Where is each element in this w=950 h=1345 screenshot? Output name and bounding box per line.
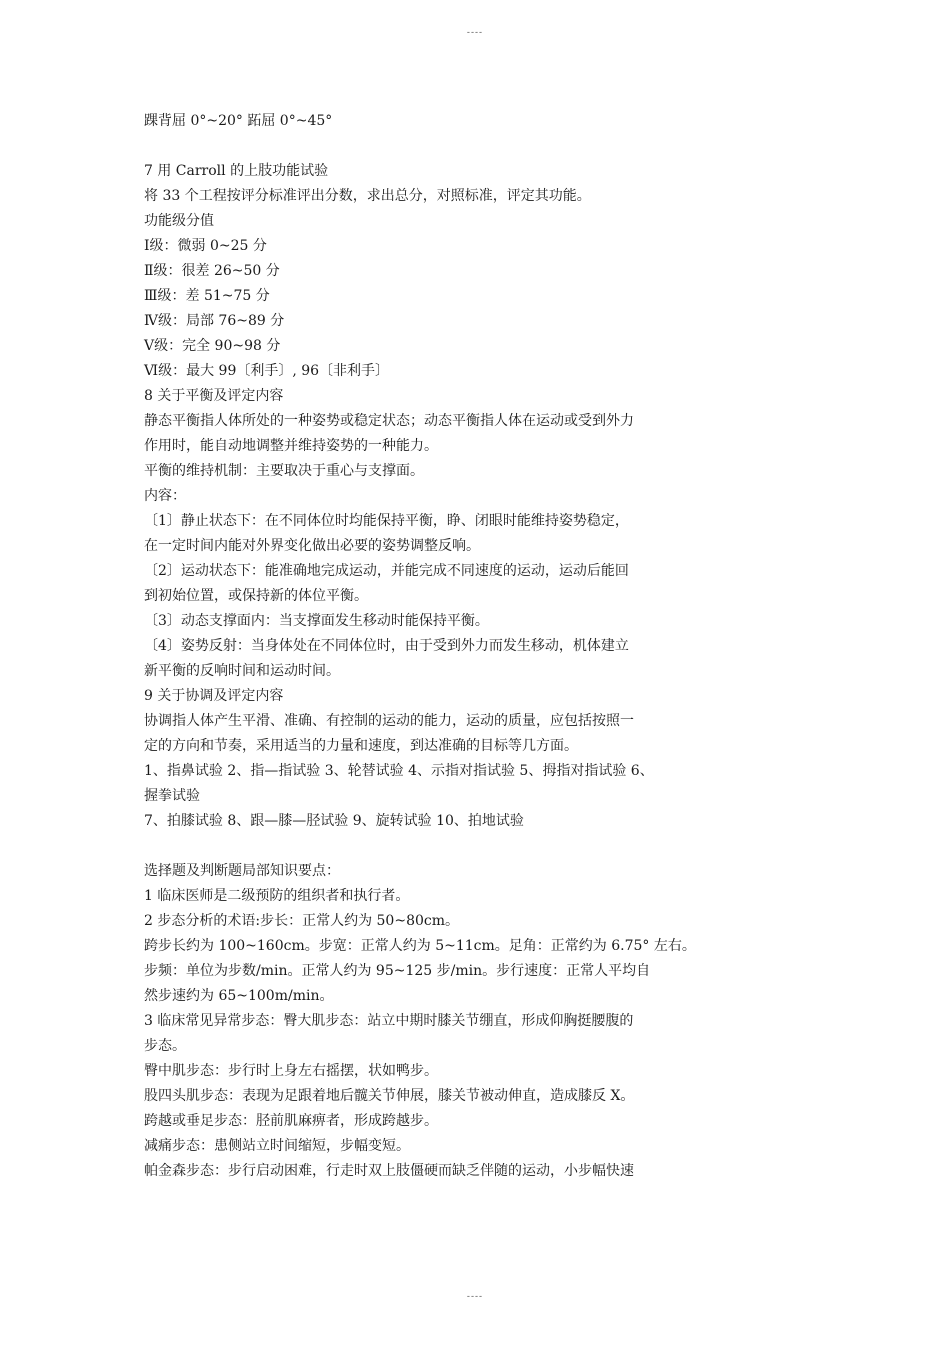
- text-line: Ⅱ级：很差 26~50 分: [144, 263, 280, 279]
- text-line: 新平衡的反响时间和运动时间。: [144, 663, 340, 679]
- text-line: Ⅰ级：微弱 0~25 分: [144, 238, 267, 254]
- text-line: 〔3〕动态支撑面内：当支撑面发生移动时能保持平衡。: [144, 613, 489, 629]
- text-line: 将 33 个工程按评分标准评出分数，求出总分，对照标准，评定其功能。: [144, 188, 591, 204]
- text-line: 功能级分值: [144, 213, 214, 229]
- text-line: 1 临床医师是二级预防的组织者和执行者。: [144, 888, 410, 904]
- footer-mark: ----: [466, 1292, 484, 1302]
- text-line: 步态。: [144, 1038, 186, 1054]
- paragraph-spacer: [144, 834, 724, 859]
- text-line: 然步速约为 65~100m/min。: [144, 988, 334, 1004]
- text-line: 7 用 Carroll 的上肢功能试验: [144, 163, 329, 179]
- text-line: 〔1〕静止状态下：在不同体位时均能保持平衡，睁、闭眼时能维持姿势稳定，: [144, 513, 629, 529]
- text-line: 作用时，能自动地调整并维持姿势的一种能力。: [144, 438, 438, 454]
- text-line: 握拳试验: [144, 788, 200, 804]
- text-line: 减痛步态：患侧站立时间缩短，步幅变短。: [144, 1138, 410, 1154]
- text-line: 步频：单位为步数/min。正常人约为 95~125 步/min。步行速度：正常人平均自: [144, 963, 651, 979]
- text-line: 2 步态分析的术语:步长：正常人约为 50~80cm。: [144, 913, 459, 929]
- text-line: 静态平衡指人体所处的一种姿势或稳定状态；动态平衡指人体在运动或受到外力: [144, 413, 634, 429]
- text-line: 平衡的维持机制：主要取决于重心与支撑面。: [144, 463, 424, 479]
- text-line: 选择题及判断题局部知识要点：: [144, 863, 340, 879]
- text-line: 臀中肌步态：步行时上身左右摇摆，状如鸭步。: [144, 1063, 438, 1079]
- text-line: 7、拍膝试验 8、跟—膝—胫试验 9、旋转试验 10、拍地试验: [144, 813, 524, 829]
- text-line: 3 临床常见异常步态：臀大肌步态：站立中期时膝关节绷直，形成仰胸挺腰腹的: [144, 1013, 634, 1029]
- text-line: 到初始位置，或保持新的体位平衡。: [144, 588, 368, 604]
- text-line: 9 关于协调及评定内容: [144, 688, 284, 704]
- text-line: 跨越或垂足步态：胫前肌麻痹者，形成跨越步。: [144, 1113, 438, 1129]
- text-line: 踝背屈 0°~20° 跖屈 0°~45°: [144, 113, 333, 129]
- text-line: 〔4〕姿势反射：当身体处在不同体位时，由于受到外力而发生移动，机体建立: [144, 638, 629, 654]
- text-line: 1、指鼻试验 2、指—指试验 3、轮替试验 4、示指对指试验 5、拇指对指试验 6、: [144, 763, 654, 779]
- text-line: 协调指人体产生平滑、准确、有控制的运动的能力，运动的质量，应包括按照一: [144, 713, 634, 729]
- text-line: 内容：: [144, 488, 186, 504]
- paragraph-spacer: [144, 134, 724, 159]
- text-line: Ⅲ级：差 51~75 分: [144, 288, 270, 304]
- text-line: 在一定时间内能对外界变化做出必要的姿势调整反响。: [144, 538, 480, 554]
- text-line: Ⅴ级：完全 90~98 分: [144, 338, 281, 354]
- text-line: 跨步长约为 100~160cm。步宽：正常人约为 5~11cm。足角：正常约为 6.75° 左右。: [144, 938, 696, 954]
- text-line: 定的方向和节奏，采用适当的力量和速度，到达准确的目标等几方面。: [144, 738, 578, 754]
- text-line: Ⅳ级：局部 76~89 分: [144, 313, 285, 329]
- text-line: 〔2〕运动状态下：能准确地完成运动，并能完成不同速度的运动，运动后能回: [144, 563, 629, 579]
- text-line: 帕金森步态：步行启动困难，行走时双上肢僵硬而缺乏伴随的运动，小步幅快速: [144, 1163, 634, 1179]
- text-line: 8 关于平衡及评定内容: [144, 388, 284, 404]
- header-mark: ----: [466, 28, 484, 38]
- text-line: 股四头肌步态：表现为足跟着地后髋关节伸展，膝关节被动伸直，造成膝反 X。: [144, 1088, 635, 1104]
- document-body: [144, 109, 724, 1184]
- text-line: Ⅵ级：最大 99〔利手〕, 96〔非利手〕: [144, 363, 390, 379]
